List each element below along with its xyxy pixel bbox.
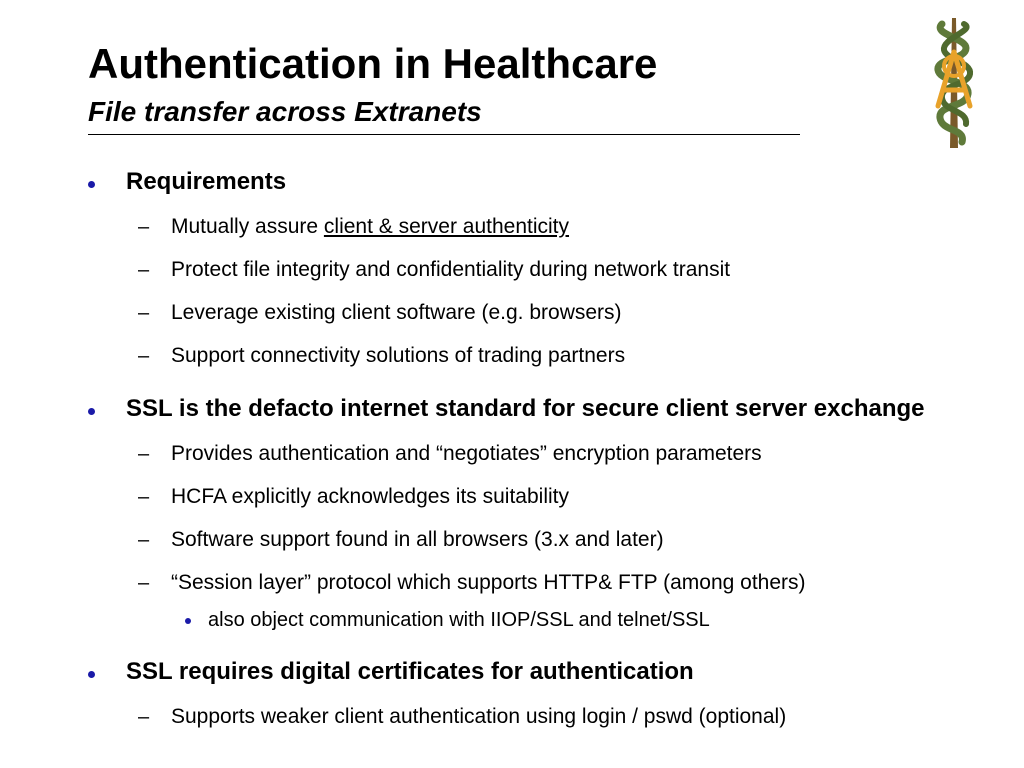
dash-icon: – bbox=[138, 706, 150, 728]
list-item-text: Mutually assure bbox=[171, 215, 324, 238]
dash-icon: – bbox=[138, 259, 150, 281]
dash-icon: – bbox=[138, 443, 150, 465]
list-item: “Session layer” protocol which supports HTTP& FTP (among others) bbox=[171, 571, 806, 594]
authenticity-link[interactable]: client & server authenticity bbox=[323, 215, 570, 238]
bullet-dot-icon bbox=[88, 671, 95, 678]
section-heading: SSL is the defacto internet standard for secure client server exchange bbox=[126, 395, 925, 422]
dash-icon: – bbox=[138, 302, 150, 324]
list-item bbox=[171, 214, 569, 240]
dash-icon: – bbox=[138, 486, 150, 508]
bullet-dot-icon bbox=[88, 408, 95, 415]
section-heading: Requirements bbox=[126, 168, 287, 195]
list-item: Protect file integrity and confidentiality during network transit bbox=[171, 258, 731, 281]
slide-subtitle: File transfer across Extranets bbox=[88, 96, 482, 127]
bullet-dot-icon bbox=[185, 618, 191, 624]
list-item: HCFA explicitly acknowledges its suitability bbox=[171, 485, 569, 508]
list-item: Support connectivity solutions of trading partners bbox=[171, 344, 626, 367]
sub-list-item: also object communication with IIOP/SSL and telnet/SSL bbox=[208, 609, 710, 631]
list-item: Supports weaker client authentication using login / pswd (optional) bbox=[171, 705, 787, 728]
section-heading: SSL requires digital certificates for authentication bbox=[126, 658, 694, 685]
bullet-dot-icon bbox=[88, 181, 95, 188]
dash-icon: – bbox=[138, 345, 150, 367]
list-item: Leverage existing client software (e.g. browsers) bbox=[171, 301, 622, 324]
slide-title: Authentication in Healthcare bbox=[88, 40, 658, 87]
dash-icon: – bbox=[138, 216, 150, 238]
dash-icon: – bbox=[138, 529, 150, 551]
list-item: Provides authentication and “negotiates” encryption parameters bbox=[171, 442, 762, 465]
dash-icon: – bbox=[138, 572, 150, 594]
list-item: Software support found in all browsers (3.x and later) bbox=[171, 528, 664, 551]
